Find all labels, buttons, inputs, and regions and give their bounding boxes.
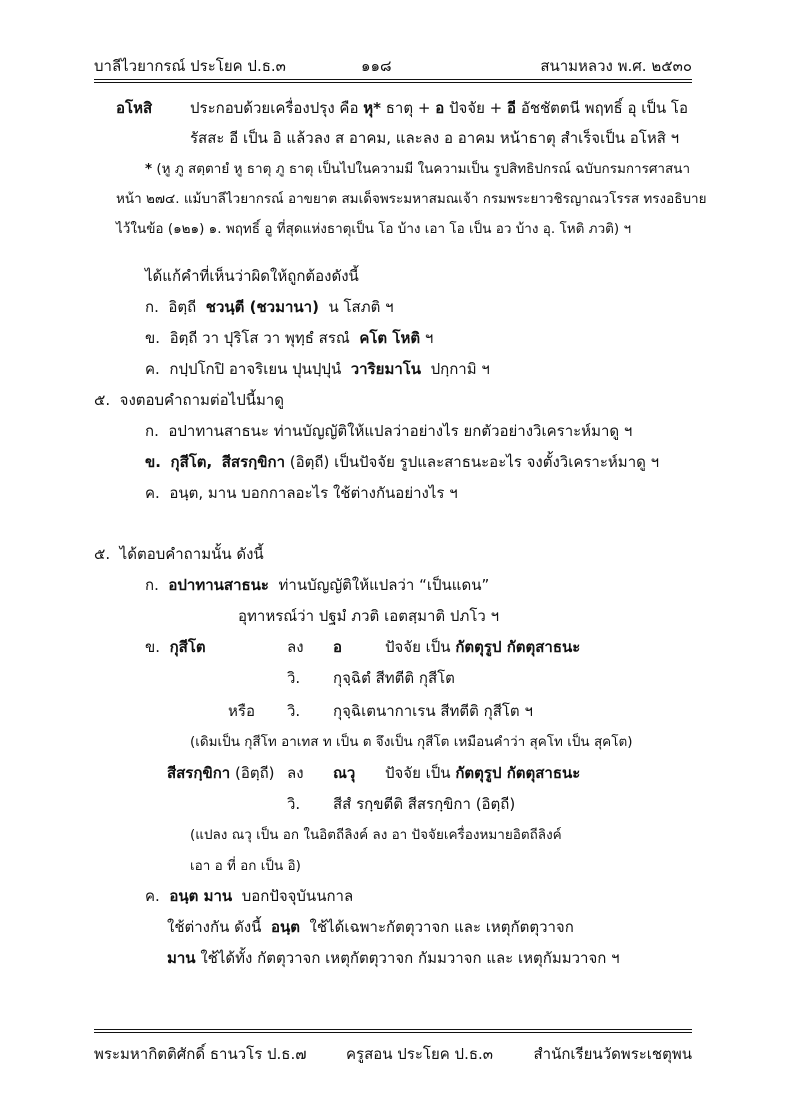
answer-kha-suffix: อ: [333, 638, 343, 656]
header-rule-bottom: [94, 82, 692, 83]
answer-kho-line-2: ใช้ต่างกัน ดังนี้ อนฺต ใช้ได้เฉพาะกัตตุวาจก และ เหตุกัตตุวาจก: [167, 918, 574, 936]
answer-kha-vi-1: วิ.: [287, 669, 301, 687]
answer-item-ka: ก. อปาทานสาธนะ ท่านบัญญัติให้แปลว่า “เป็นแดน”: [145, 576, 490, 594]
answer-sisa-note-1: (แปลง ณวุ เป็น อก ในอิตถีลิงค์ ลง อา ปัจจัยเครื่องหมายอิตถีลิงค์: [190, 827, 562, 843]
footer-rule-bottom: [94, 1032, 692, 1033]
correction-item-ka: ก. อิตฺถี ชวนฺตี (ชวมานา) น โสภติ ฯ: [145, 298, 394, 316]
answer-kha-rest: ปัจจัย เป็น กัตตุรูป กัตตุสาธนะ: [385, 638, 581, 656]
footer-rule-top: [94, 1029, 692, 1030]
answer-item-kho: ค. อนฺต มาน บอกปัจจุบันนกาล: [145, 887, 354, 905]
header-left: บาลีไวยากรณ์ ประโยค ป.ธ.๓: [94, 57, 286, 75]
footer-right: สำนักเรียนวัดพระเชตุพน: [533, 1045, 692, 1063]
footnote-line-2: หน้า ๒๗๔. แม้บาลีไวยากรณ์ อาขยาต สมเด็จพระมหาสมณเจ้า กรมพระยาวชิรญาณวโรรส ทรงอธิบาย: [116, 191, 707, 207]
answer-5-title: ๕. ได้ตอบคำถามนั้น ดังนี้: [94, 545, 264, 563]
correction-item-kho: ค. กปฺปโกปิ อาจริเยน ปุนปฺปุนํ วาริยมาโน ปกฺกามิ ฯ: [145, 360, 490, 378]
header-right: สนามหลวง พ.ศ. ๒๕๓๐: [540, 57, 692, 75]
footnote-line-1: * (หู ภู สตฺตายํ หู ธาตุ ภู ธาตุ เป็นไปในความมี ในความเป็น รูปสิทธิปกรณ์ ฉบับกรมการศาสนา: [145, 161, 691, 177]
answer-ka-example: อุทาหรณ์ว่า ปฐมํ ภวติ เอตสฺมาติ ปภโว ฯ: [238, 607, 499, 625]
answer-kha-vi-2-text: กุจฺฉิเตนากาเรน สีทตีติ กุสีโต ฯ: [333, 702, 533, 720]
answer-sisa-note-2: เอา อ ที่ อก เป็น อิ): [190, 858, 301, 874]
answer-kha-vi-2: วิ.: [287, 702, 301, 720]
answer-sisa-rest: ปัจจัย เป็น กัตตุรูป กัตตุสาธนะ: [385, 764, 581, 782]
correction-item-kha: ข. อิตฺถี วา ปุริโส วา พุทฺธํ สรณํ คโต โหติ ฯ: [145, 329, 434, 347]
question-item-kho: ค. อนฺต, มาน บอกกาลอะไร ใช้ต่างกันอย่างไร ฯ: [145, 484, 458, 502]
footer-center: ครูสอน ประโยค ป.ธ.๓: [346, 1045, 494, 1063]
answer-kha-vi-1-text: กุจฺฉิตํ สีทตีติ กุสีโต: [333, 669, 455, 687]
question-5-title: ๕. จงตอบคำถามต่อไปนี้มาดู: [94, 391, 285, 409]
answer-sisa-suffix: ณวุ: [333, 764, 356, 782]
answer-item-kha: ข. กุสีโต: [145, 638, 206, 656]
header-rule-top: [94, 79, 692, 80]
answer-sisa-vi-text: สีสํ รกฺขตีติ สีสรกฺขิกา (อิตฺถี): [333, 795, 516, 813]
question-item-kha: ข. กุสีโต, สีสรกฺขิกา (อิตฺถี) เป็นปัจจัย รูปและสาธนะอะไร จงตั้งวิเคราะห์มาดู ฯ: [145, 453, 660, 471]
oshi-line-2: รัสสะ อี เป็น อิ แล้วลง ส อาคม, และลง อ อาคม หน้าธาตุ สำเร็จเป็น อโหสิ ฯ: [190, 129, 680, 147]
answer-sisa-vi: วิ.: [287, 795, 301, 813]
answer-kha-note: (เดิมเป็น กุสีโท อาเทส ท เป็น ต จึงเป็น กุสีโต เหมือนคำว่า สุคโท เป็น สุคโต): [190, 734, 633, 750]
answer-sisa: สีสรกฺขิกา (อิตฺถี): [167, 764, 275, 782]
answer-kha-long: ลง: [287, 638, 304, 656]
question-item-ka: ก. อปาทานสาธนะ ท่านบัญญัติให้แปลว่าอย่างไร ยกตัวอย่างวิเคราะห์มาดู ฯ: [145, 422, 633, 440]
correction-intro: ได้แก้คำที่เห็นว่าผิดให้ถูกต้องดังนี้: [145, 267, 359, 285]
answer-sisa-long: ลง: [287, 764, 304, 782]
page-number: ๑๑๘: [361, 57, 392, 75]
answer-kha-or: หรือ: [228, 702, 255, 720]
footnote-line-3: ไว้ในข้อ (๑๒๑) ๑. พฤทธิ์ อู ที่สุดแห่งธาตุเป็น โอ บ้าง เอา โอ เป็น อว บ้าง อุ. โหติ ภวติ) ฯ: [116, 221, 632, 237]
oshi-line-1: ประกอบด้วยเครื่องปรุง คือ หุ* ธาตุ + อ ปัจจัย + อี อัชชัตตนี พฤทธิ์ อุ เป็น โอ: [190, 99, 688, 117]
footer-left: พระมหากิตติศักดิ์ ธานวโร ป.ธ.๗: [94, 1045, 307, 1063]
oshi-term: อโหสิ: [116, 99, 153, 117]
answer-kho-line-3: มาน ใช้ได้ทั้ง กัตตุวาจก เหตุกัตตุวาจก กัมมวาจก และ เหตุกัมมวาจก ฯ: [167, 949, 620, 967]
